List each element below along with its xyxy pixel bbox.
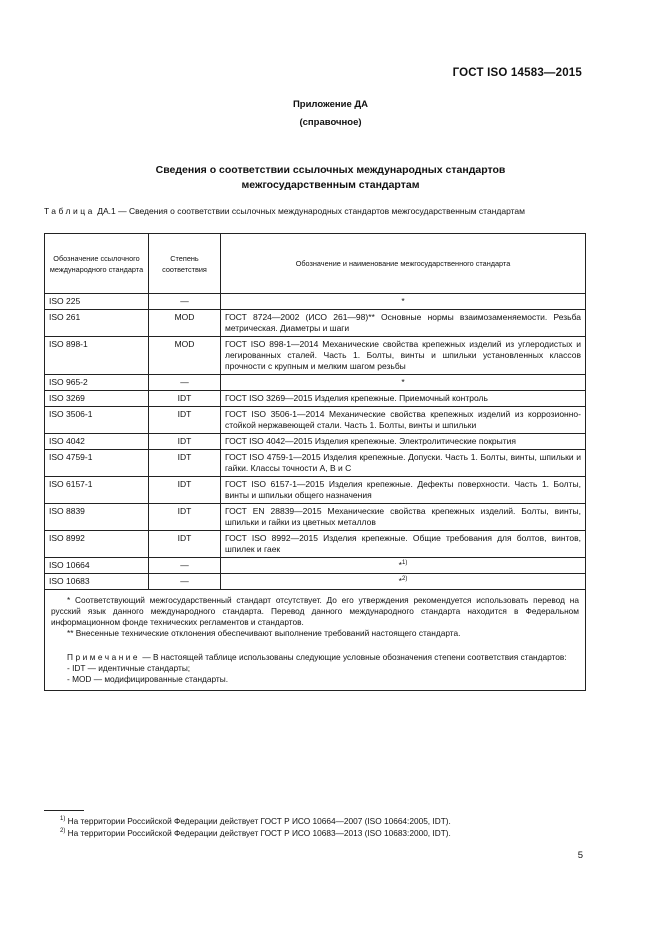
table-row bbox=[45, 294, 586, 310]
header-degree: Степень соответствия bbox=[149, 234, 221, 294]
table-note bbox=[49, 652, 581, 688]
cell-ref: ISO 6157-1 bbox=[45, 477, 149, 504]
table-row bbox=[45, 375, 586, 391]
page-number: 5 bbox=[577, 850, 583, 861]
table-caption-label: Таблица bbox=[44, 206, 95, 216]
table-row bbox=[45, 574, 586, 590]
cell-standard: ГОСТ ISO 4759-1—2015 Изделия крепежные. Допуски. Часть 1. Болты, винты, шпильки и гайки. Классы точности A, B и C bbox=[221, 450, 586, 477]
table-row bbox=[45, 310, 586, 337]
section-title bbox=[60, 163, 601, 193]
table-row bbox=[45, 504, 586, 531]
section-title-line-2: межгосударственным стандартам bbox=[241, 179, 420, 191]
page-footnote-2 bbox=[60, 827, 590, 839]
table-row bbox=[45, 434, 586, 450]
cell-standard-mark: * bbox=[398, 576, 402, 586]
correspondence-table bbox=[44, 233, 586, 691]
cell-standard bbox=[221, 558, 586, 574]
cell-degree: MOD bbox=[149, 337, 221, 375]
cell-degree: — bbox=[149, 574, 221, 590]
table-row bbox=[45, 558, 586, 574]
table-footnote-cell bbox=[45, 590, 586, 691]
appendix-title: Приложение ДА bbox=[292, 99, 369, 110]
table-header-row bbox=[45, 234, 586, 294]
cell-degree: IDT bbox=[149, 450, 221, 477]
page-footnote-1 bbox=[60, 815, 590, 827]
cell-degree: IDT bbox=[149, 407, 221, 434]
cell-ref: ISO 261 bbox=[45, 310, 149, 337]
cell-standard: ГОСТ ISO 6157-1—2015 Изделия крепежные. Дефекты поверхности. Часть 1. Болты, винты и шпильки общего назначения bbox=[221, 477, 586, 504]
table-footnotes bbox=[49, 592, 581, 641]
footnote-divider bbox=[44, 810, 84, 811]
table-row bbox=[45, 450, 586, 477]
footnote-ref-1: 1) bbox=[401, 560, 408, 567]
cell-standard: * bbox=[221, 375, 586, 391]
cell-ref: ISO 3506-1 bbox=[45, 407, 149, 434]
appendix-subtitle: (справочное) bbox=[299, 117, 362, 128]
footnote-ref-2: 2) bbox=[401, 576, 408, 583]
page-footnote-2-text: На территории Российской Федерации действует ГОСТ Р ИСО 10683—2013 (ISO 10683:2000, IDT). bbox=[65, 828, 451, 838]
cell-standard: ГОСТ 8724—2002 (ИСО 261—98)** Основные нормы взаимозаменяемости. Резьба метрическая. Диаметры и шаги bbox=[221, 310, 586, 337]
page-footnote-1-text: На территории Российской Федерации действует ГОСТ Р ИСО 10664—2007 (ISO 10664:2005, IDT). bbox=[65, 816, 451, 826]
note-label: Примечание bbox=[67, 652, 141, 662]
footnote-double-star: ** Внесенные технические отклонения обеспечивают выполнение требований настоящего стандарта. bbox=[67, 628, 461, 638]
header-ref-standard: Обозначение ссылочного международного стандарта bbox=[45, 234, 149, 294]
table-footnote-row bbox=[45, 590, 586, 691]
cell-ref: ISO 8839 bbox=[45, 504, 149, 531]
cell-degree: — bbox=[149, 375, 221, 391]
page-footnote-1-mark: 1) bbox=[60, 816, 66, 823]
cell-ref: ISO 225 bbox=[45, 294, 149, 310]
table-caption bbox=[44, 205, 584, 217]
cell-ref: ISO 4042 bbox=[45, 434, 149, 450]
cell-standard: ГОСТ ISO 4042—2015 Изделия крепежные. Электролитические покрытия bbox=[221, 434, 586, 450]
cell-standard: * bbox=[221, 294, 586, 310]
cell-degree: — bbox=[149, 294, 221, 310]
header-interstate-standard: Обозначение и наименование межгосударственного стандарта bbox=[221, 234, 586, 294]
cell-ref: ISO 965-2 bbox=[45, 375, 149, 391]
cell-degree: IDT bbox=[149, 531, 221, 558]
cell-degree: IDT bbox=[149, 391, 221, 407]
cell-ref: ISO 3269 bbox=[45, 391, 149, 407]
table-caption-text: ДА.1 — Сведения о соответствии ссылочных международных стандартов межгосударственным стандартам bbox=[97, 206, 525, 216]
cell-ref: ISO 8992 bbox=[45, 531, 149, 558]
cell-degree: IDT bbox=[149, 504, 221, 531]
table-row bbox=[45, 407, 586, 434]
note-item-idt: - IDT — идентичные стандарты; bbox=[67, 663, 191, 673]
cell-ref: ISO 4759-1 bbox=[45, 450, 149, 477]
cell-degree: IDT bbox=[149, 477, 221, 504]
cell-standard: ГОСТ EN 28839—2015 Механические свойства крепежных изделий. Болты, винты, шпильки и гайки из цветных металлов bbox=[221, 504, 586, 531]
cell-degree: — bbox=[149, 558, 221, 574]
cell-ref: ISO 10664 bbox=[45, 558, 149, 574]
note-text: — В настоящей таблице использованы следующие условные обозначения степени соответствия стандартов: bbox=[140, 652, 567, 662]
table-row bbox=[45, 531, 586, 558]
cell-ref: ISO 898-1 bbox=[45, 337, 149, 375]
cell-standard: ГОСТ ISO 3506-1—2014 Механические свойства крепежных изделий из коррозионно-стойкой нержавеющей стали. Часть 1. Болты, винты и шпильки bbox=[221, 407, 586, 434]
cell-ref: ISO 10683 bbox=[45, 574, 149, 590]
table-row bbox=[45, 337, 586, 375]
cell-standard bbox=[221, 574, 586, 590]
cell-standard: ГОСТ ISO 8992—2015 Изделия крепежные. Общие требования для болтов, винтов, шпилек и гаек bbox=[221, 531, 586, 558]
table-row bbox=[45, 391, 586, 407]
note-paragraph bbox=[51, 652, 579, 663]
page-footnotes bbox=[60, 815, 590, 839]
cell-standard-mark: * bbox=[398, 560, 402, 570]
table-row bbox=[45, 477, 586, 504]
footnote-star: * Соответствующий межгосударственный стандарт отсутствует. До его утверждения рекомендуется использовать перевод на русский язык данного международного стандарта. Перевод данного международного стандарта находится в Федеральном информационном фонде технических регламентов и стандартов. bbox=[51, 595, 579, 627]
document-code: ГОСТ ISO 14583—2015 bbox=[452, 67, 582, 79]
cell-standard: ГОСТ ISO 3269—2015 Изделия крепежные. Приемочный контроль bbox=[221, 391, 586, 407]
cell-degree: MOD bbox=[149, 310, 221, 337]
cell-degree: IDT bbox=[149, 434, 221, 450]
page-footnote-2-mark: 2) bbox=[60, 828, 66, 835]
section-title-line-1: Сведения о соответствии ссылочных международных стандартов bbox=[155, 164, 506, 176]
cell-standard: ГОСТ ISO 898-1—2014 Механические свойства крепежных изделий из углеродистых и легированных сталей. Часть 1. Болты, винты и шпильки установленных классов прочности с крупным и мелким шагом резьбы bbox=[221, 337, 586, 375]
note-item-mod: - MOD — модифицированные стандарты. bbox=[67, 674, 229, 684]
